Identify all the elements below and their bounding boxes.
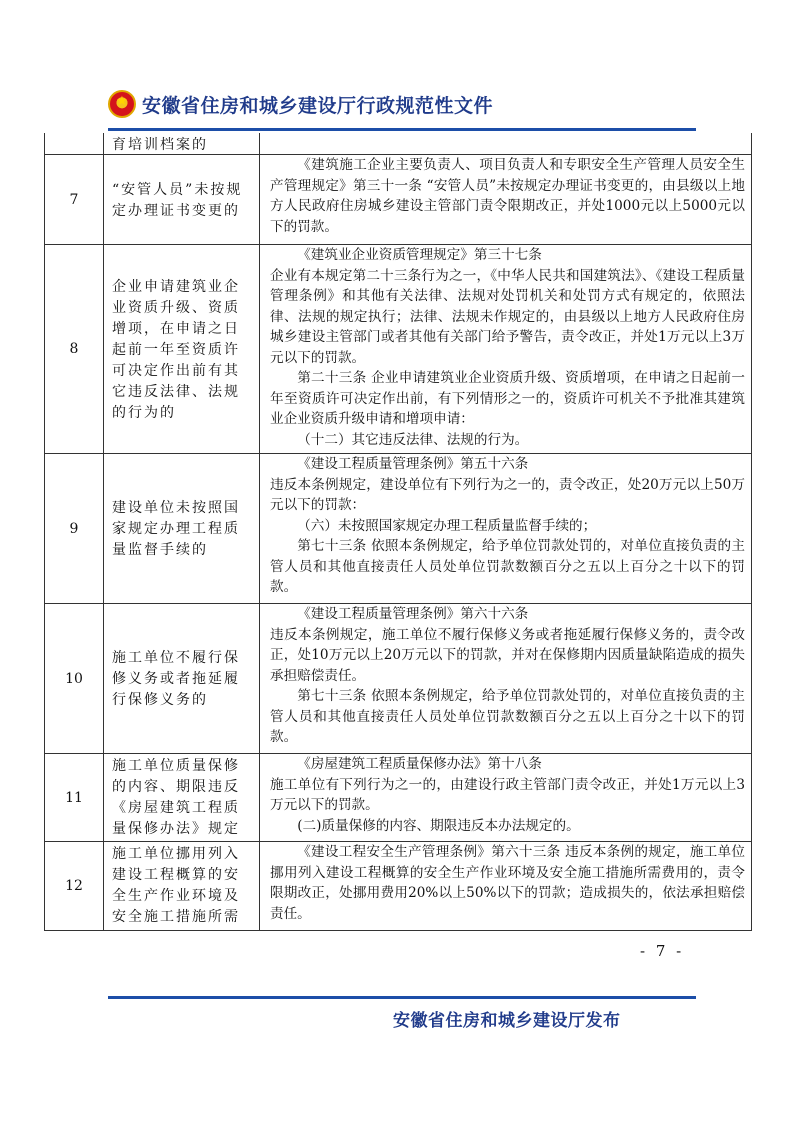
table-row: [45, 603, 751, 753]
table-row: [45, 841, 751, 930]
basis-paragraph: 《建筑业企业资质管理规定》第三十七条: [297, 247, 542, 263]
basis-paragraph: 《房屋建筑工程质量保修办法》第十八条: [297, 756, 542, 772]
row-number: 7: [45, 155, 104, 244]
row-basis: [260, 604, 751, 753]
basis-paragraph: (二)质量保修的内容、期限违反本办法规定的。: [297, 817, 580, 834]
row-number: 8: [45, 245, 104, 453]
row-number: 10: [45, 604, 104, 753]
row-item: 育培训档案的: [104, 133, 260, 154]
row-basis: [260, 245, 751, 453]
basis-paragraph: 第七十三条 依照本条例规定，给予单位罚款处罚的，对单位直接负责的主管人员和其他直接责任人员处单位罚款数额百分之五以上百分之十以下的罚款。: [270, 538, 745, 595]
row-item: 企业申请建筑业企业资质升级、资质增项，在申请之日起前一年至资质许可决定作出前有其它违反法律、法规的行为的: [104, 245, 260, 453]
basis-paragraph: 企业有本规定第二十三条行为之一，《中华人民共和国建筑法》、《建设工程质量管理条例》和其他有关法律、法规对处罚机关和处罚方式有规定的，依照法律、法规的规定执行；法律、法规未作规定的，由县级以上地方人民政府住房城乡建设主管部门或者其他有关部门给予警告，责令改正，并处1万元以上3万元以下的罚款。: [270, 267, 745, 366]
basis-paragraph: 施工单位有下列行为之一的，由建设行政主管部门责令改正，并处1万元以上3万元以下的罚款。: [270, 776, 745, 813]
table-row: [45, 244, 751, 453]
header-rule: [108, 128, 696, 131]
basis-paragraph: （六）未按照国家规定办理工程质量监督手续的；: [297, 517, 597, 534]
basis-paragraph: 第二十三条 企业申请建筑业企业资质升级、资质增项，在申请之日起前一年至资质许可决定作出前，有下列情形之一的，资质许可机关不予批准其建筑业企业资质升级申请和增项申请：: [270, 370, 745, 427]
table-row-continuation: [45, 133, 751, 154]
row-item: 施工单位质量保修的内容、期限违反《房屋建筑工程质量保修办法》规定: [104, 754, 260, 841]
row-number: 9: [45, 454, 104, 603]
basis-paragraph: （十二）其它违反法律、法规的行为。: [297, 431, 529, 448]
row-number: [45, 133, 104, 154]
row-basis: [260, 133, 751, 154]
national-emblem-icon: [108, 90, 136, 118]
page-number: - 7 -: [640, 942, 685, 960]
basis-paragraph: 违反本条例规定，施工单位不履行保修义务或者拖延履行保修义务的，责令改正，处10万元以上20万元以下的罚款，并对在保修期内因质量缺陷造成的损失承担赔偿责任。: [270, 626, 745, 684]
table-row: [45, 753, 751, 841]
penalty-table: [44, 133, 752, 931]
row-number: 11: [45, 754, 104, 841]
row-number: 12: [45, 842, 104, 930]
row-basis: [260, 754, 751, 841]
basis-paragraph: 《建设工程安全生产管理条例》第六十三条 违反本条例的规定，施工单位挪用列入建设工程概算的安全生产作业环境及安全施工措施所需费用的，责令限期改正，处挪用费用20%以上50%以下的罚款；造成损失的，依法承担赔偿责任。: [270, 844, 745, 922]
row-item: 施工单位挪用列入建设工程概算的安全生产作业环境及安全施工措施所需: [104, 842, 260, 930]
row-item: 施工单位不履行保修义务或者拖延履行保修义务的: [104, 604, 260, 753]
row-item: “安管人员”未按规定办理证书变更的: [104, 155, 260, 244]
footer-publisher: 安徽省住房和城乡建设厅发布: [393, 1011, 621, 1031]
basis-paragraph: 违反本条例规定，建设单位有下列行为之一的，责令改正，处20万元以上50万元以下的罚款：: [270, 476, 745, 513]
basis-paragraph: 第七十三条 依照本条例规定，给予单位罚款处罚的，对单位直接负责的主管人员和其他直接责任人员处单位罚款数额百分之五以上百分之十以下的罚款。: [270, 688, 745, 745]
table-row: [45, 154, 751, 244]
basis-paragraph: 《建筑施工企业主要负责人、项目负责人和专职安全生产管理人员安全生产管理规定》第三十一条 “安管人员”未按规定办理证书变更的，由县级以上地方人民政府住房城乡建设主管部门责令限期改正，并处1000元以上5000元以下的罚款。: [270, 157, 745, 235]
basis-paragraph: 《建设工程质量管理条例》第五十六条: [297, 456, 529, 472]
table-row: [45, 453, 751, 603]
row-basis: [260, 454, 751, 603]
row-item: 建设单位未按照国家规定办理工程质量监督手续的: [104, 454, 260, 603]
row-basis: [260, 842, 751, 930]
footer-rule: [108, 996, 696, 999]
row-basis: [260, 155, 751, 244]
page-header: [108, 86, 493, 122]
header-title: 安徽省住房和城乡建设厅行政规范性文件: [142, 94, 494, 117]
basis-paragraph: 《建设工程质量管理条例》第六十六条: [297, 606, 529, 622]
